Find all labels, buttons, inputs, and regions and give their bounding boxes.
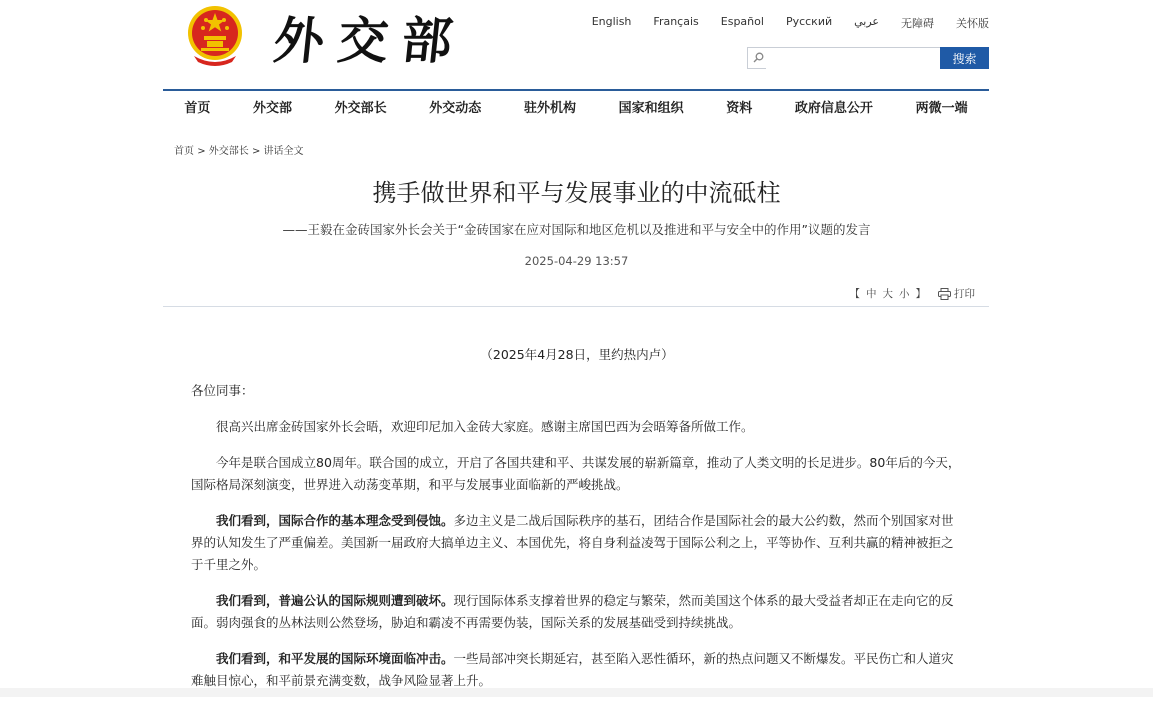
ministry-logo-text[interactable]: 外交部 — [270, 11, 470, 70]
nav-social[interactable]: 两微一端 — [915, 101, 968, 116]
print-button[interactable] — [938, 286, 975, 301]
article-tools — [850, 286, 976, 301]
nav-resources[interactable]: 资料 — [726, 101, 753, 116]
national-emblem-icon[interactable] — [186, 4, 244, 66]
breadcrumb-speeches[interactable]: 讲话全文 — [263, 146, 304, 157]
nav-missions[interactable]: 驻外机构 — [523, 101, 576, 116]
article-title: 携手做世界和平与发展事业的中流砥柱 — [372, 179, 781, 207]
breadcrumb-home[interactable]: 首页 — [174, 146, 194, 157]
speech-greeting: 各位同事： — [191, 383, 254, 398]
breadcrumb: 首页 > 外交部长 > 讲话全文 — [174, 146, 304, 157]
font-size-selector: 【 中 大 小 】 — [849, 288, 926, 300]
elder-care-link[interactable]: 关怀版 — [956, 17, 989, 30]
search-button[interactable]: 搜索 — [940, 47, 989, 69]
main-nav — [163, 97, 989, 119]
paragraph: 我们看到，和平发展的国际环境面临冲击。一些局部冲突长期延宕，甚至陷入恶性循环，新的热点问题又不断爆发。平民伤亡和人道灾难触目惊心，和平前景充满变数，战争风险显著上升。 — [191, 651, 954, 688]
search-bar — [747, 47, 989, 69]
lang-french-link[interactable]: Français — [653, 15, 699, 28]
nav-gov-info[interactable]: 政府信息公开 — [794, 101, 873, 116]
font-size-large[interactable]: 大 — [882, 288, 893, 300]
lang-arabic-link[interactable]: عربي — [854, 15, 879, 28]
breadcrumb-minister[interactable]: 外交部长 — [208, 146, 249, 157]
paragraph: 我们看到，国际合作的基本理念受到侵蚀。多边主义是二战后国际秩序的基石，团结合作是国际社会的最大公约数，然而个别国家对世界的认知发生了严重偏差。美国新一届政府大搞单边主义、本国优先，将自身利益凌驾于国际公利之上，平等协作、互利共赢的精神被拒之于千里之外。 — [191, 513, 954, 572]
lang-english-link[interactable]: English — [591, 15, 632, 28]
language-links — [592, 15, 989, 31]
lang-spanish-link[interactable]: Español — [720, 15, 764, 28]
search-icon — [753, 52, 764, 63]
lang-russian-link[interactable]: Русский — [785, 15, 833, 28]
article-divider — [163, 306, 989, 307]
font-size-small[interactable]: 小 — [899, 288, 910, 300]
article-subtitle: ——王毅在金砖国家外长会关于“金砖国家在应对国际和地区危机以及推进和平与安全中的作用”议题的发言 — [282, 222, 871, 237]
search-input[interactable] — [766, 50, 940, 70]
paragraph: 很高兴出席金砖国家外长会晤，欢迎印尼加入金砖大家庭。感谢主席国巴西为会晤筹备所做工作。 — [216, 419, 754, 434]
speech-place: （2025年4月28日，里约热内卢） — [480, 347, 674, 362]
paragraph: 我们看到，普遍公认的国际规则遭到破坏。现行国际体系支撑着世界的稳定与繁荣，然而美国这个体系的最大受益者却正在走向它的反面。弱肉强食的丛林法则公然登场，胁迫和霸凌不再需要伪装，国际关系的发展基础受到持续挑战。 — [191, 593, 954, 630]
print-label: 打印 — [954, 288, 975, 300]
nav-ministry[interactable]: 外交部 — [252, 101, 292, 116]
bottom-edge — [0, 688, 1153, 697]
font-size-medium[interactable]: 中 — [866, 288, 877, 300]
nav-news[interactable]: 外交动态 — [429, 101, 482, 116]
printer-icon — [938, 288, 951, 300]
search-field[interactable] — [747, 47, 940, 69]
paragraph: 今年是联合国成立80周年。联合国的成立，开启了各国共建和平、共谋发展的崭新篇章，推动了人类文明的长足进步。80年后的今天，国际格局深刻演变，世界进入动荡变革期，和平与发展事业面临新的严峻挑战。 — [191, 455, 961, 492]
nav-home[interactable]: 首页 — [184, 101, 211, 116]
nav-minister[interactable]: 外交部长 — [334, 101, 387, 116]
header-divider — [163, 89, 989, 91]
nav-countries[interactable]: 国家和组织 — [618, 101, 684, 116]
article-date: 2025-04-29 13:57 — [524, 254, 629, 268]
article-body — [191, 344, 963, 706]
accessibility-link[interactable]: 无障碍 — [901, 17, 934, 30]
